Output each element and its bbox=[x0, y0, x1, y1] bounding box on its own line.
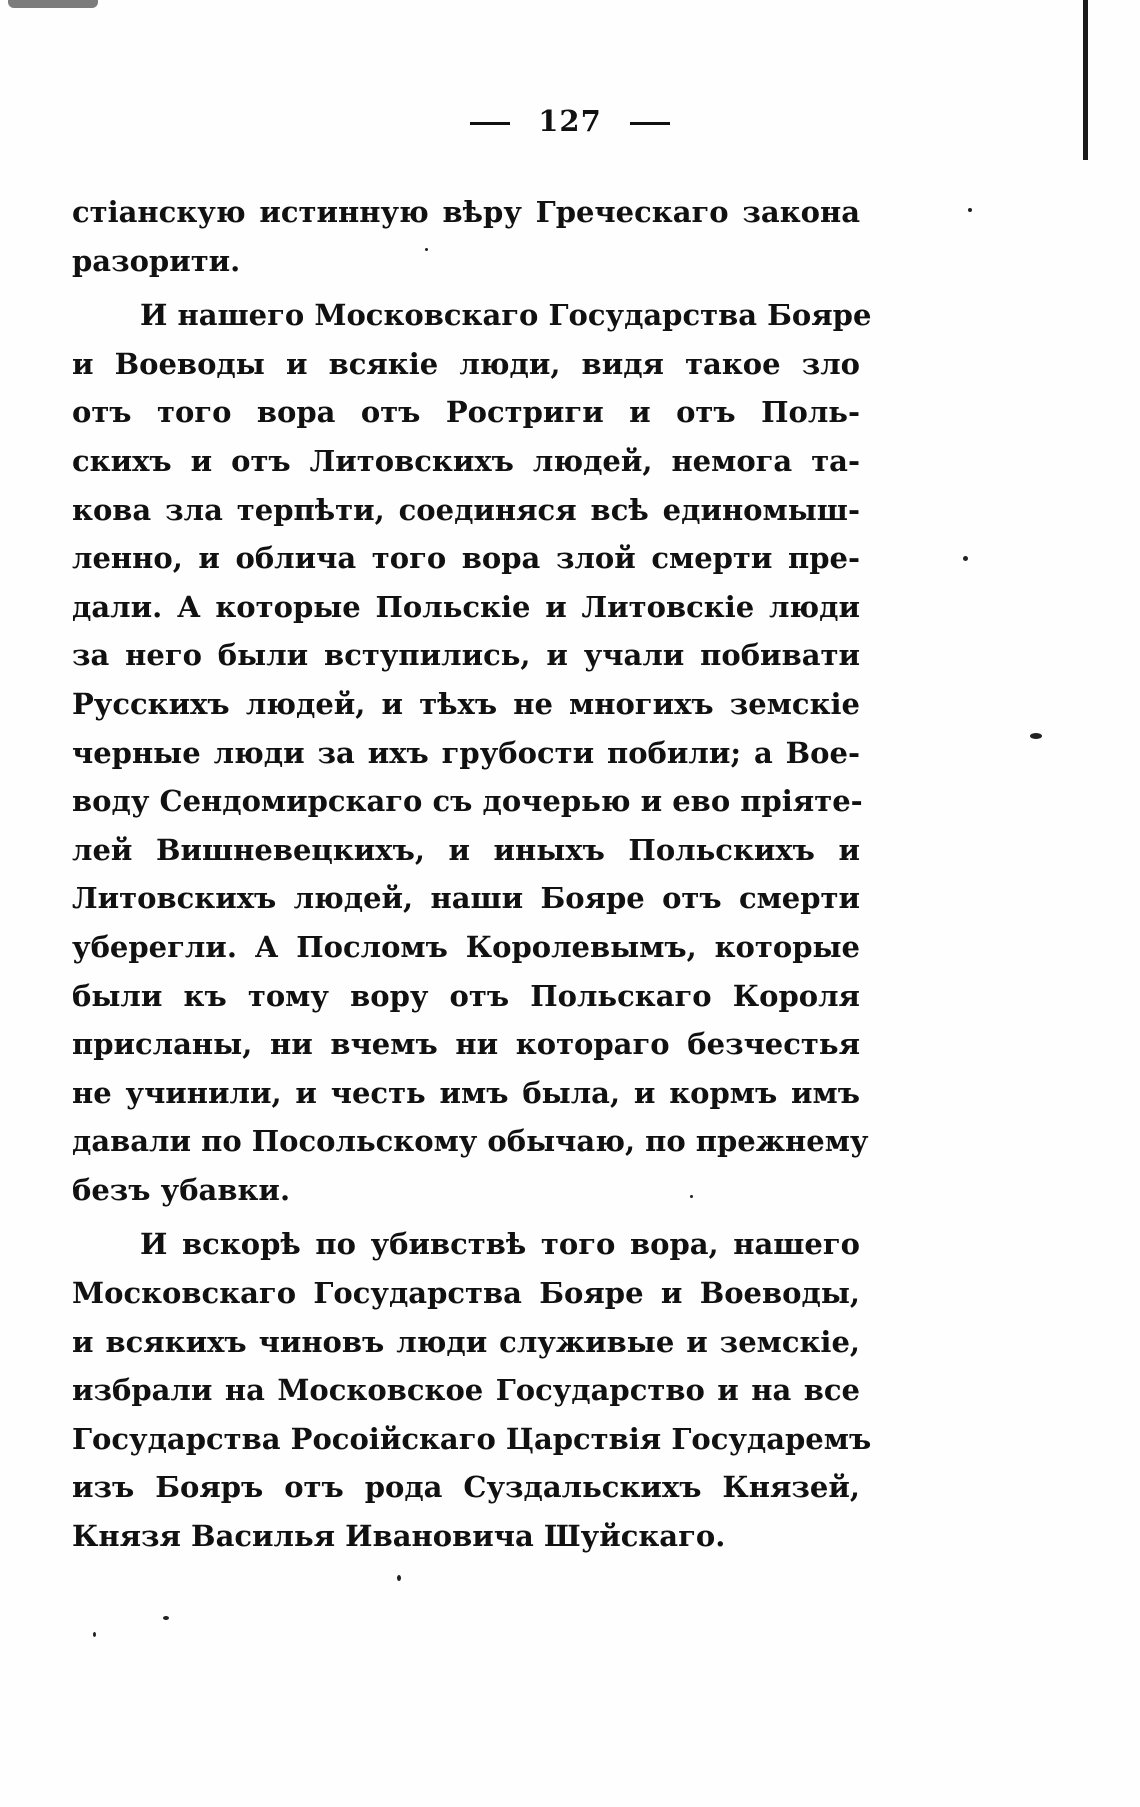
scan-speck bbox=[397, 1575, 401, 1581]
header-dash-left bbox=[470, 122, 510, 125]
text-line: давали по Посольскому обычаю, по прежнему bbox=[72, 1124, 869, 1159]
body-text bbox=[72, 188, 872, 1561]
text-line: уберегли. А Посломъ Королевымъ, которые bbox=[72, 929, 860, 964]
text-line: Московскаго Государства Бояре и Воеводы, bbox=[72, 1276, 860, 1311]
text-line: Русскихъ людей, и тѣхъ не многихъ земскіе bbox=[72, 686, 860, 721]
text-line: были къ тому вору отъ Польскаго Короля bbox=[72, 978, 860, 1013]
text-line: воду Сендомирскаго съ дочерью и ево пріяте- bbox=[72, 784, 863, 819]
text-line: И нашего Московскаго Государства Бояре bbox=[140, 298, 872, 333]
text-line: скихъ и отъ Литовскихъ людей, немога та- bbox=[72, 443, 860, 478]
text-line: Государства Росоійскаго Царствія Государемъ bbox=[72, 1421, 872, 1456]
scan-speck bbox=[963, 556, 968, 561]
text-line: отъ того вора отъ Ростриги и отъ Поль- bbox=[72, 395, 860, 430]
scan-speck bbox=[1030, 733, 1042, 739]
header-dash-right bbox=[630, 122, 670, 125]
text-line: присланы, ни вчемъ ни котораго безчестья bbox=[72, 1027, 860, 1062]
text-line: кова зла терпѣти, соединяся всѣ единомыш- bbox=[72, 492, 860, 527]
text-line: черные люди за ихъ грубости побили; а Вое- bbox=[72, 735, 860, 770]
scan-speck bbox=[93, 1632, 96, 1637]
text-line: за него были вступились, и учали побивати bbox=[72, 638, 860, 673]
text-line: И вскорѣ по убивствѣ того вора, нашего bbox=[140, 1227, 860, 1262]
scan-smudge bbox=[8, 0, 98, 8]
text-line: не учинили, и честь имъ была, и кормъ имъ bbox=[72, 1075, 860, 1110]
text-line: Князя Василья Ивановича Шуйскаго. bbox=[72, 1519, 726, 1554]
text-line: лей Вишневецкихъ, и иныхъ Польскихъ и bbox=[72, 832, 860, 867]
text-line: разорити. bbox=[72, 243, 241, 278]
page-number-header bbox=[0, 104, 1140, 138]
scan-speck bbox=[163, 1616, 169, 1620]
text-line: Литовскихъ людей, наши Бояре отъ смерти bbox=[72, 881, 860, 916]
text-line: стіанскую истинную вѣру Греческаго закона bbox=[72, 195, 860, 229]
text-line: и Воеводы и всякіе люди, видя такое зло bbox=[72, 346, 860, 381]
text-line: изъ Бояръ отъ рода Суздальскихъ Князей, bbox=[72, 1470, 860, 1505]
text-line: безъ убавки. bbox=[72, 1172, 291, 1207]
text-line: ленно, и облича того вора злой смерти пре- bbox=[72, 541, 860, 576]
text-line: и всякихъ чиновъ люди служивые и земскіе, bbox=[72, 1324, 860, 1359]
text-line: избрали на Московское Государство и на все bbox=[72, 1373, 860, 1408]
text-line: дали. А которые Польскіе и Литовскіе люди bbox=[72, 589, 860, 624]
scan-speck bbox=[968, 208, 972, 212]
page-number: 127 bbox=[538, 104, 602, 138]
